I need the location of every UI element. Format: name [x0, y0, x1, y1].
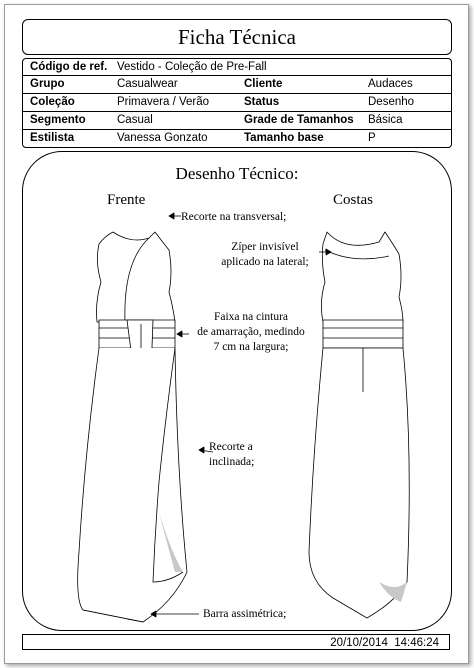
back-label: Costas: [333, 192, 374, 208]
ref-value: Vestido - Coleção de Pre-Fall: [117, 61, 267, 73]
info-value: Casual: [117, 114, 153, 126]
info-value: Vanessa Gonzato: [117, 132, 208, 144]
info-row-segmento: [23, 112, 451, 130]
note-faixa: [185, 310, 317, 355]
document-page: [4, 4, 469, 664]
note-faixa-line2: de amarração, medindo: [197, 326, 305, 338]
info-label: Coleção: [30, 96, 75, 108]
info-label: Segmento: [30, 114, 86, 126]
info-label: Grade de Tamanhos: [244, 114, 354, 126]
note-ziper: [211, 240, 319, 270]
drawing-title: Desenho Técnico:: [175, 164, 299, 183]
info-label: Status: [244, 96, 280, 108]
note-recorte-transversal: Recorte na transversal;: [181, 211, 287, 223]
info-row-colecao: [23, 94, 451, 112]
note-ziper-line1: Zíper invisível: [231, 241, 299, 253]
info-value: P: [368, 132, 376, 144]
technical-drawing-panel: [22, 151, 452, 631]
page-title: Ficha Técnica: [22, 19, 452, 55]
note-ziper-line2: aplicado na lateral;: [221, 256, 309, 268]
info-label: Tamanho base: [244, 132, 324, 144]
note-recorte-inclinada: [209, 440, 269, 470]
info-label: Cliente: [244, 78, 283, 90]
info-value: Primavera / Verão: [117, 96, 210, 108]
footer-time: 14:46:24: [394, 637, 439, 649]
info-label: Estilista: [30, 132, 75, 144]
front-label: Frente: [107, 192, 146, 208]
info-value: Básica: [368, 114, 403, 126]
info-value: Desenho: [368, 96, 415, 108]
info-table: [22, 58, 452, 148]
ref-row: [23, 59, 451, 76]
footer-date: 20/10/2014: [330, 637, 388, 649]
info-value: Audaces: [368, 78, 413, 90]
back-dress-drawing: [309, 232, 409, 618]
info-value: Casualwear: [117, 78, 178, 90]
front-dress-drawing: [78, 232, 187, 622]
info-row-estilista: [23, 130, 451, 147]
info-row-grupo: [23, 76, 451, 94]
footer-timestamp: [22, 634, 450, 650]
note-recorte-inclinada-line1: Recorte a: [209, 441, 253, 453]
info-label: Grupo: [30, 78, 65, 90]
note-faixa-line3: 7 cm na largura;: [213, 341, 289, 353]
note-recorte-inclinada-line2: inclinada;: [209, 456, 255, 468]
ref-label: Código de ref.: [30, 61, 108, 73]
note-faixa-line1: Faixa na cintura: [213, 311, 289, 323]
note-barra: Barra assimétrica;: [203, 608, 287, 620]
